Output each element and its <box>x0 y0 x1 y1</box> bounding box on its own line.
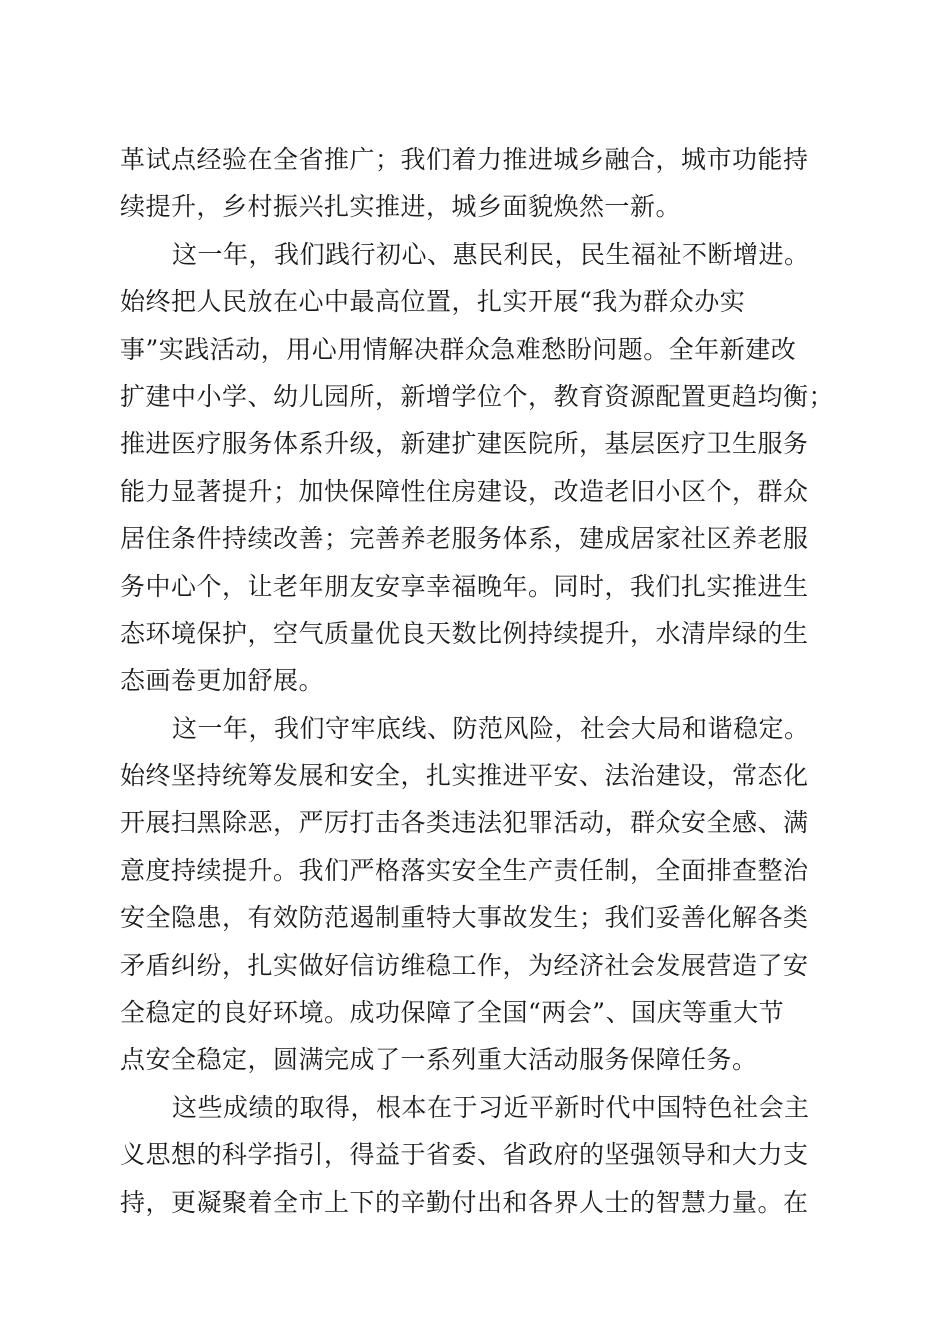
text-line: 点安全稳定，圆满完成了一系列重大活动服务保障任务。 <box>120 1045 758 1075</box>
text-line: 事”实践活动，用心用情解决群众急难愁盼问题。全年新建改 <box>120 334 797 364</box>
text-line: 始终坚持统筹发展和安全，扎实推进平安、法治建设，常态化 <box>120 761 809 791</box>
text-line: 续提升，乡村振兴扎实推进，城乡面貌焕然一新。 <box>120 192 682 222</box>
text-line: 态环境保护，空气质量优良天数比例持续提升，水清岸绿的生 <box>120 618 809 648</box>
text-line: 革试点经验在全省推广；我们着力推进城乡融合，城市功能持 <box>120 145 809 174</box>
paragraph-first-line: 这一年，我们践行初心、惠民利民，民生福祉不断增进。 <box>172 239 810 269</box>
paragraph-first-line: 这一年，我们守牢底线、防范风险，社会大局和谐稳定。 <box>172 713 810 743</box>
text-line: 态画卷更加舒展。 <box>120 666 325 696</box>
text-line: 矛盾纠纷，扎实做好信访维稳工作，为经济社会发展营造了安 <box>120 950 809 980</box>
text-line: 扩建中小学、幼儿园所，新增学位个，教育资源配置更趋均衡； <box>120 381 835 411</box>
text-line: 居住条件持续改善；完善养老服务体系，建成居家社区养老服 <box>120 524 809 554</box>
document-body <box>120 136 835 1226</box>
text-line: 持，更凝聚着全市上下的辛勤付出和各界人士的智慧力量。在 <box>120 1187 809 1217</box>
text-line: 安全隐患，有效防范遏制重特大事故发生；我们妥善化解各类 <box>120 903 809 933</box>
text-line: 务中心个，让老年朋友安享幸福晚年。同时，我们扎实推进生 <box>120 571 809 601</box>
text-line: 开展扫黑除恶，严厉打击各类违法犯罪活动，群众安全感、满 <box>120 808 809 838</box>
text-line: 全稳定的良好环境。成功保障了全国“两会”、国庆等重大节 <box>120 998 785 1028</box>
text-line: 义思想的科学指引，得益于省委、省政府的坚强领导和大力支 <box>120 1140 809 1170</box>
text-line: 意度持续提升。我们严格落实安全生产责任制，全面排查整治 <box>120 855 809 885</box>
text-line: 推进医疗服务体系升级，新建扩建医院所，基层医疗卫生服务 <box>120 429 809 459</box>
paragraph-first-line: 这些成绩的取得，根本在于习近平新时代中国特色社会主 <box>172 1092 810 1122</box>
text-line: 能力显著提升；加快保障性住房建设，改造老旧小区个，群众 <box>120 476 809 506</box>
text-line: 始终把人民放在心中最高位置，扎实开展“我为群众办实 <box>120 287 746 317</box>
